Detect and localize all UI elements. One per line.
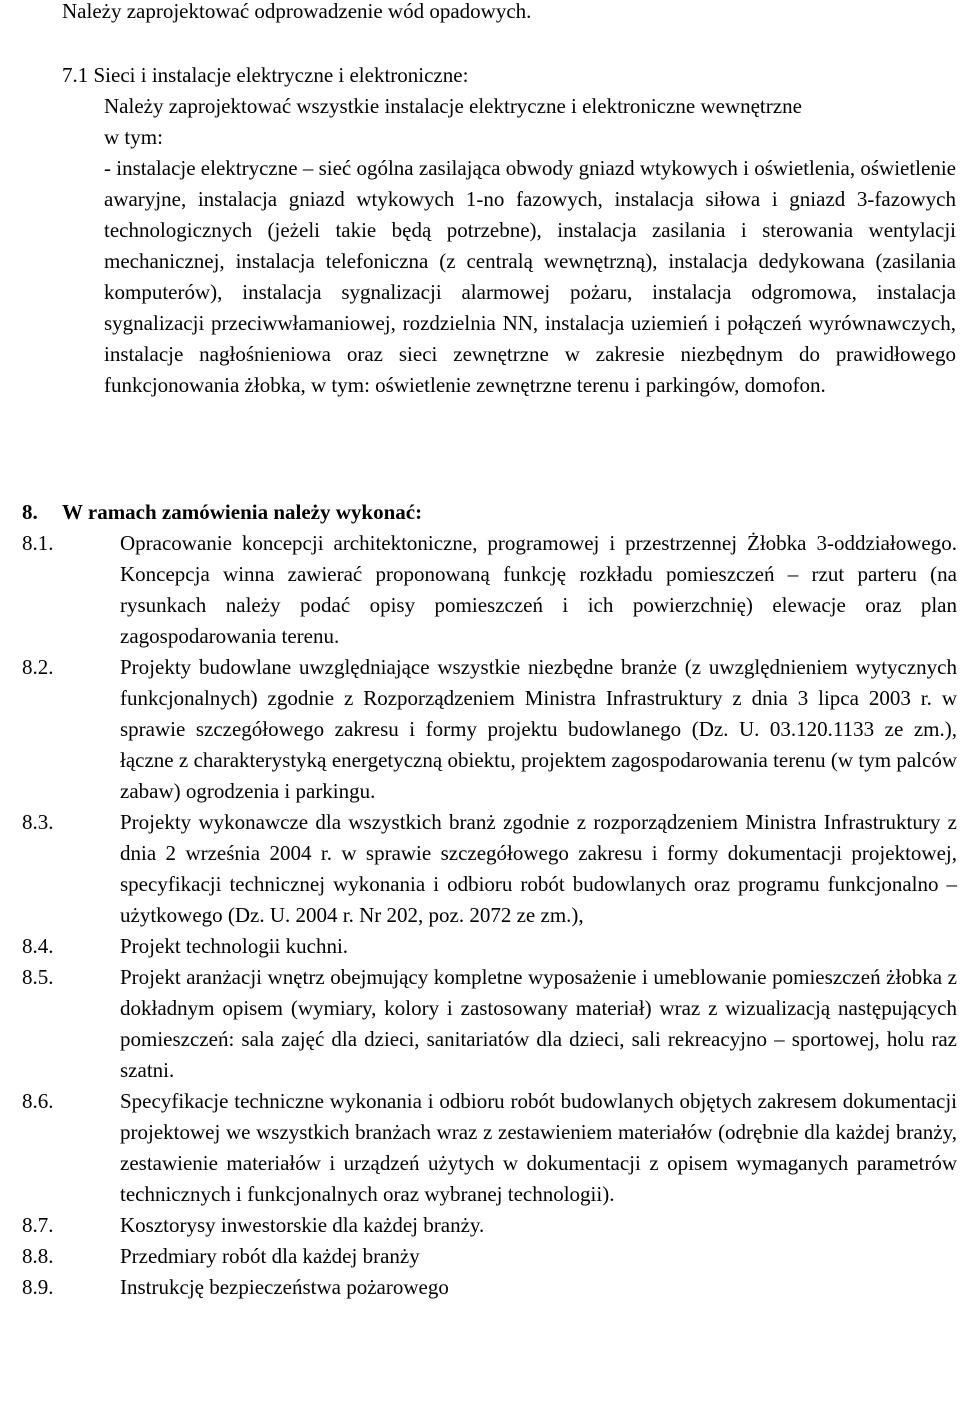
list-item-text: Opracowanie koncepcji architektoniczne, programowej i przestrzennej Żłobka 3-oddziałowego. Koncepcja winna zawierać proponowaną funkcję rozkładu pomieszczeń – rzut parteru (na rysunkach należy podać opisy pomieszczeń i ich powierzchnię) elewacje oraz plan zagospodarowania terenu. [120, 531, 957, 648]
section-7-1-line-1: Należy zaprojektować wszystkie instalacje elektryczne i elektroniczne wewnętrzne [104, 94, 802, 118]
list-item-8-9 [22, 1272, 957, 1303]
section-8-number: 8. [22, 500, 38, 524]
section-7-1-heading: 7.1 Sieci i instalacje elektryczne i elektroniczne: [62, 63, 469, 87]
list-item-number: 8.6. [22, 1089, 54, 1113]
list-item-8-2 [22, 652, 957, 807]
section-7-1-body [104, 91, 956, 401]
list-item-8-1 [22, 528, 957, 652]
list-item-text: Kosztorysy inwestorskie dla każdej branży. [120, 1213, 485, 1237]
section-8-title: W ramach zamówienia należy wykonać: [62, 500, 423, 524]
list-item-8-3 [22, 807, 957, 931]
list-item-8-6 [22, 1086, 957, 1210]
list-item-number: 8.5. [22, 965, 54, 989]
section-7-1-paragraph: - instalacje elektryczne – sieć ogólna zasilająca obwody gniazd wtykowych i oświetlenia, oświetlenie awaryjne, instalacja gniazd wtykowych 1-no fazowych, instalacja siłowa i gniazd 3-fazowych technologicznych (jeżeli takie będą potrzebne), instalacja zasilania i sterowania wentylacji mechanicznej, instalacja telefoniczna (z centralą wewnętrzną), instalacja dedykowana (zasilania komputerów), instalacja sygnalizacji alarmowej pożaru, instalacja odgromowa, instalacja sygnalizacji przeciwwłamaniowej, rozdzielnia NN, instalacja uziemień i połączeń wyrównawczych, instalacje nagłośnieniowa oraz sieci zewnętrzne w zakresie niezbędnym do prawidłowego funkcjonowania żłobka, w tym: oświetlenie zewnętrzne terenu i parkingów, domofon. [104, 156, 956, 397]
list-item-number: 8.1. [22, 531, 54, 555]
list-item-number: 8.3. [22, 810, 54, 834]
list-item-text: Instrukcję bezpieczeństwa pożarowego [120, 1275, 449, 1299]
section-7-1-line-2: w tym: [104, 125, 163, 149]
list-item-number: 8.2. [22, 655, 54, 679]
list-item-number: 8.7. [22, 1213, 54, 1237]
list-item-text: Specyfikacje techniczne wykonania i odbioru robót budowlanych objętych zakresem dokumentacji projektowej we wszystkich branżach wraz z zestawieniem materiałów (odrębnie dla każdej branży, zestawienie materiałów i urządzeń użytych w dokumentacji z opisem wymaganych parametrów technicznych i funkcjonalnych oraz wybranej technologii). [120, 1089, 957, 1206]
list-item-number: 8.9. [22, 1275, 54, 1299]
section-8-heading [22, 497, 922, 528]
section-8-items [22, 528, 957, 1303]
list-item-8-5 [22, 962, 957, 1086]
list-item-8-4 [22, 931, 957, 962]
list-item-text: Projekty budowlane uwzględniające wszystkie niezbędne branże (z uwzględnieniem wytycznych funkcjonalnych) zgodnie z Rozporządzeniem Ministra Infrastruktury z dnia 3 lipca 2003 r. w sprawie szczegółowego zakresu i formy projektu budowlanego (Dz. U. 03.120.1133 ze zm.), łączne z charakterystyką energetyczną obiektu, projektem zagospodarowania terenu (w tym palców zabaw) ogrodzenia i parkingu. [120, 655, 957, 803]
list-item-text: Projekty wykonawcze dla wszystkich branż zgodnie z rozporządzeniem Ministra Infrastruktury z dnia 2 września 2004 r. w sprawie szczegółowego zakresu i formy dokumentacji projektowej, specyfikacji technicznej wykonania i odbioru robót budowlanych oraz programu funkcjonalno – użytkowego (Dz. U. 2004 r. Nr 202, poz. 2072 ze zm.), [120, 810, 957, 927]
list-item-text: Projekt technologii kuchni. [120, 934, 349, 958]
list-item-number: 8.4. [22, 934, 54, 958]
list-item-8-8 [22, 1241, 957, 1272]
intro-line: Należy zaprojektować odprowadzenie wód opadowych. [62, 0, 532, 23]
list-item-text: Projekt aranżacji wnętrz obejmujący kompletne wyposażenie i umeblowanie pomieszczeń żłobka z dokładnym opisem (wymiary, kolory i zastosowany materiał) wraz z wizualizacją następujących pomieszczeń: sala zajęć dla dzieci, sanitariatów dla dzieci, sali rekreacyjno – sportowej, holu raz szatni. [120, 965, 957, 1082]
list-item-text: Przedmiary robót dla każdej branży [120, 1244, 420, 1268]
list-item-number: 8.8. [22, 1244, 54, 1268]
list-item-8-7 [22, 1210, 957, 1241]
